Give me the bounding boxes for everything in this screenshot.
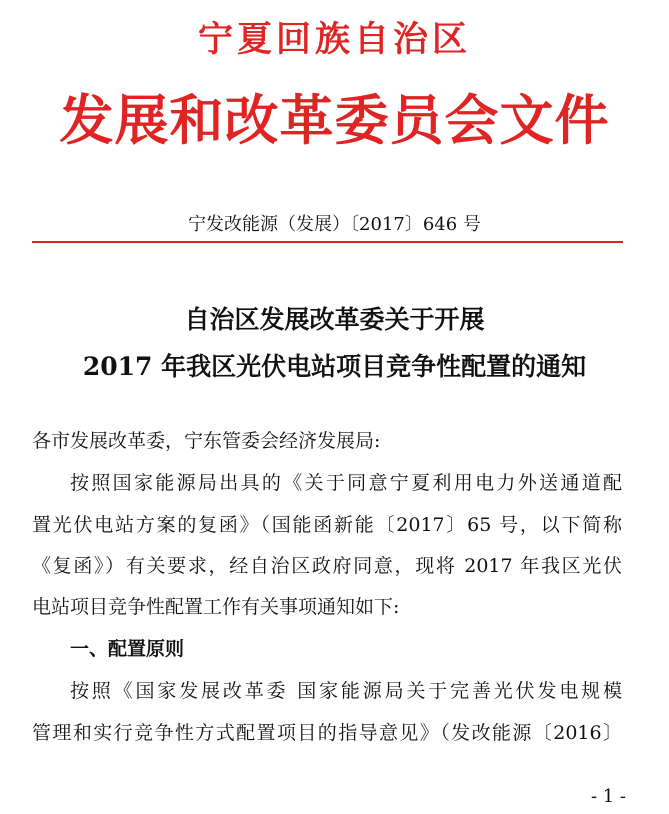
body-paragraph-line: 电站项目竞争性配置工作有关事项通知如下: [32, 596, 400, 618]
document-type-header: 发展和改革委员会文件 [59, 88, 610, 152]
body-paragraph-line: 管理和实行竞争性方式配置项目的指导意见》（发改能源〔2016〕 [32, 722, 622, 744]
document-number: 宁发改能源（发展）〔2017〕646 号 [188, 214, 481, 235]
addressee-line: 各市发展改革委，宁东管委会经济发展局: [32, 430, 381, 452]
body-paragraph-line: 按照国家能源局出具的《关于同意宁夏利用电力外送通道配 [70, 472, 622, 494]
document-title-line-2: 2017 年我区光伏电站项目竞争性配置的通知 [82, 352, 587, 381]
issuer-name: 宁夏回族自治区 [197, 19, 471, 60]
body-paragraph-line: 置光伏电站方案的复函》（国能函新能〔2017〕65 号，以下简称 [32, 514, 622, 536]
document-title-line-1: 自治区发展改革委关于开展 [184, 305, 485, 334]
body-paragraph-line: 按照《国家发展改革委 国家能源局关于完善光伏发电规模 [70, 680, 622, 702]
page-number: - 1 - [590, 786, 626, 807]
body-paragraph-line: 《复函》）有关要求，经自治区政府同意，现将 2017 年我区光伏 [32, 555, 622, 577]
section-heading: 一、配置原则 [70, 638, 185, 660]
red-divider-line [32, 241, 623, 243]
